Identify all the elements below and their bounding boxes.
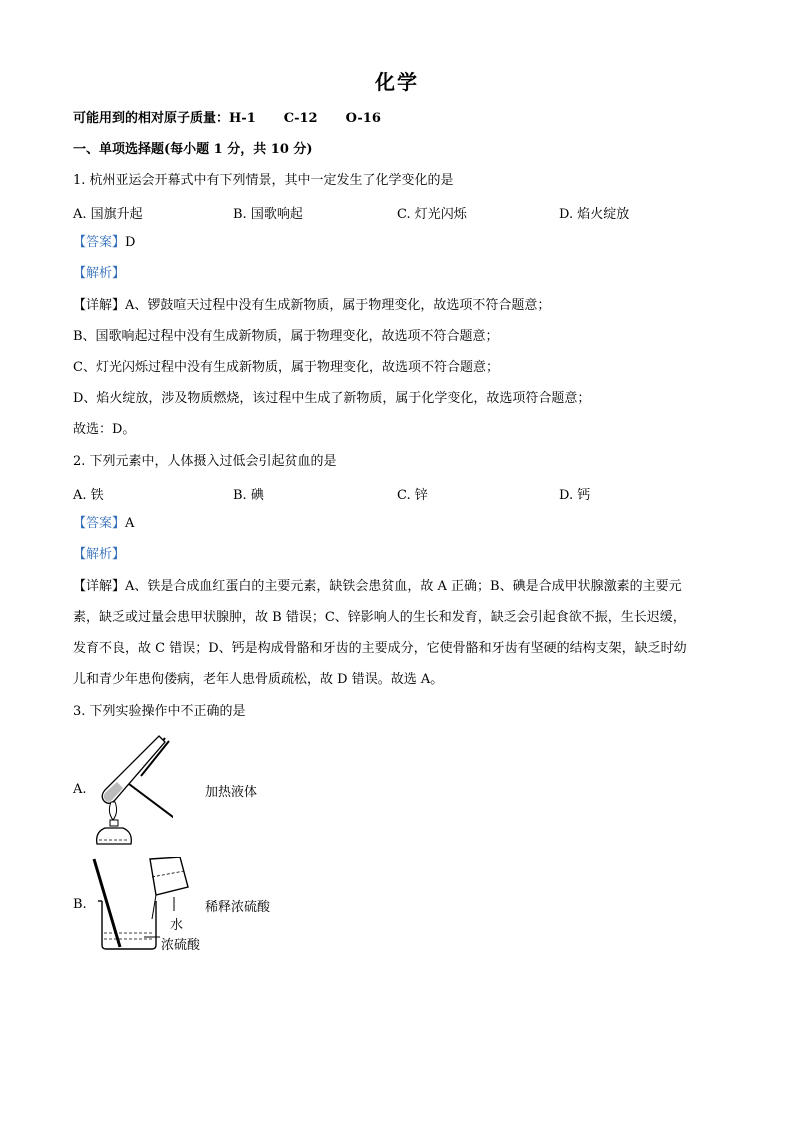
- atomic-mass-o: O-16: [345, 111, 381, 126]
- q1-stem: 1. 杭州亚运会开幕式中有下列情景，其中一定发生了化学变化的是: [73, 173, 454, 188]
- q3-stem: 3. 下列实验操作中不正确的是: [73, 704, 246, 719]
- answer-label: 【答案】: [73, 516, 126, 531]
- q1-detail-line: C、灯光闪烁过程中没有生成新物质，属于物理变化，故选项不符合题意；: [73, 360, 499, 375]
- q3-option-b-caption: 稀释浓硫酸: [205, 900, 271, 915]
- q2-option-c: C. 锌: [397, 488, 428, 503]
- pouring-beaker: [150, 857, 188, 895]
- atomic-mass-h: H-1: [229, 111, 256, 126]
- water-label: 水: [170, 918, 184, 933]
- alcohol-lamp: [97, 828, 132, 844]
- q2-options: [73, 484, 713, 502]
- answer-value: D: [125, 235, 136, 250]
- answer-value: A: [125, 516, 135, 531]
- heating-liquid-illustration: [93, 732, 173, 848]
- glass-rod: [94, 859, 120, 947]
- q2-answer: [73, 515, 134, 533]
- q2-analysis-label: 【解析】: [73, 547, 126, 562]
- q1-conclusion: 故选：D。: [73, 422, 136, 437]
- section-heading: 一、单项选择题(每小题 1 分，共 10 分): [73, 142, 313, 157]
- atomic-mass-label: 可能用到的相对原子质量：: [73, 111, 230, 126]
- q2-detail-line: 发育不良，故 C 错误；D、钙是构成骨骼和牙齿的主要成分，它使骨骼和牙齿有坚硬的结构支架，缺乏时幼: [73, 641, 687, 656]
- q1-detail-line: B、国歌响起过程中没有生成新物质，属于物理变化，故选项不符合题意；: [73, 329, 499, 344]
- q1-detail-line: D、焰火绽放，涉及物质燃烧，该过程中生成了新物质，属于化学变化，故选项符合题意；: [73, 391, 591, 406]
- q1-options: [73, 203, 713, 221]
- answer-label: 【答案】: [73, 235, 126, 250]
- q2-detail-line: 素，缺乏或过量会患甲状腺肿，故 B 错误；C、锌影响人的生长和发育，缺乏会引起食欲不振，生长迟缓，: [73, 610, 686, 625]
- q1-option-b: B. 国歌响起: [233, 207, 303, 222]
- atomic-mass-c: C-12: [283, 111, 318, 126]
- q3-option-a-letter: A.: [73, 782, 87, 797]
- q1-option-c: C. 灯光闪烁: [397, 207, 467, 222]
- q2-option-b: B. 碘: [233, 488, 264, 503]
- q2-stem: 2. 下列元素中，人体摄入过低会引起贫血的是: [73, 454, 337, 469]
- q1-option-d: D. 焰火绽放: [559, 207, 630, 222]
- q1-analysis-label: 【解析】: [73, 266, 126, 281]
- flame-icon: [109, 802, 116, 820]
- q1-answer: [73, 234, 135, 252]
- q2-option-a: A. 铁: [73, 488, 104, 503]
- q3-option-b-letter: B.: [73, 897, 87, 912]
- q2-detail-line: 【详解】A、铁是合成血红蛋白的主要元素，缺铁会患贫血，故 A 正确；B、碘是合成甲状腺激素的主要元: [73, 579, 682, 594]
- acid-label: 浓硫酸: [161, 938, 201, 953]
- q1-option-a: A. 国旗升起: [73, 207, 143, 222]
- q1-detail-line: 【详解】A、锣鼓喧天过程中没有生成新物质，属于物理变化，故选项不符合题意；: [73, 298, 551, 313]
- lamp-wick-holder: [110, 820, 118, 826]
- tube-holder-handle: [129, 784, 173, 832]
- atomic-mass-line: [73, 110, 409, 128]
- q2-option-d: D. 钙: [559, 488, 591, 503]
- q3-option-a-caption: 加热液体: [205, 785, 258, 800]
- page-title: 化学: [375, 70, 419, 94]
- q2-detail-line: 儿和青少年患佝偻病，老年人患骨质疏松，故 D 错误。故选 A。: [73, 672, 444, 687]
